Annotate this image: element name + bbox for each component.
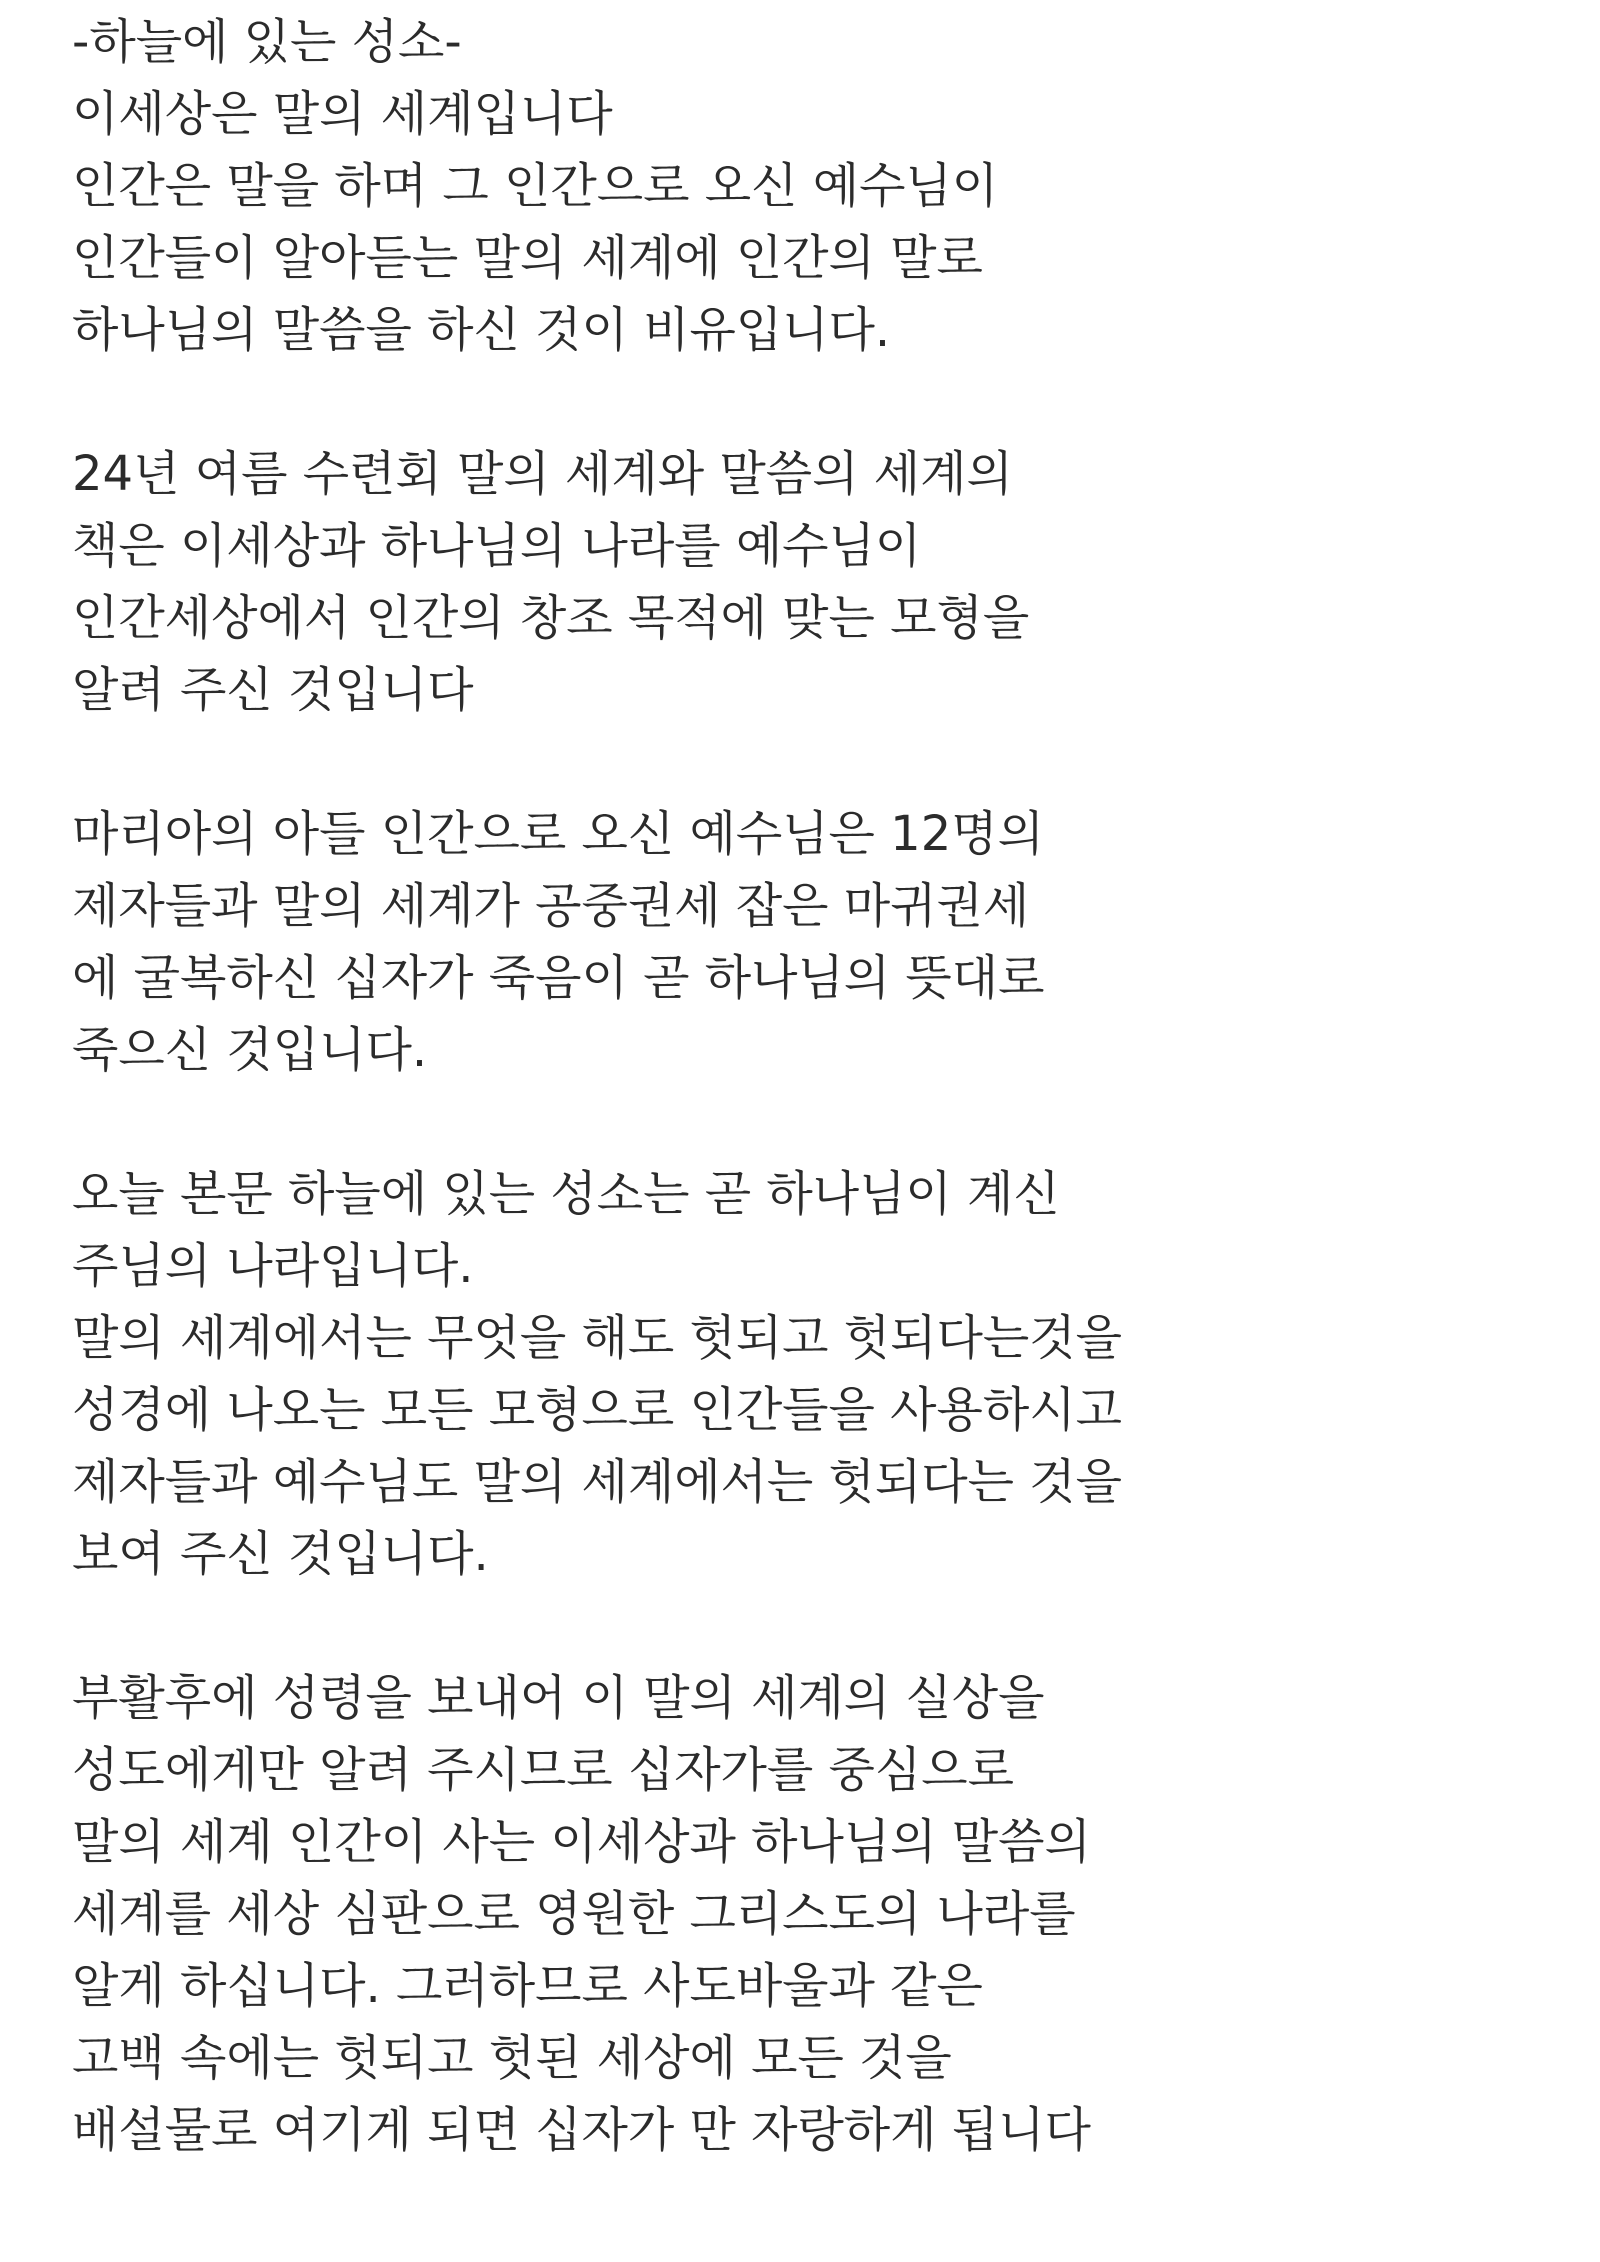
paragraph-4-line-3: 말의 세계에서는 무엇을 해도 헛되고 헛되다는것을	[72, 1310, 1123, 1366]
paragraph-5-line-7: 배설물로 여기게 되면 십자가 만 자랑하게 됩니다	[72, 2102, 1091, 2158]
paragraph-5-line-1: 부활후에 성령을 보내어 이 말의 세계의 실상을	[72, 1670, 1045, 1726]
paragraph-spacer	[72, 726, 1572, 798]
document-text	[72, 6, 1572, 2166]
paragraph-1-line-2: 인간은 말을 하며 그 인간으로 오신 예수님이	[72, 158, 999, 214]
paragraph-spacer	[72, 1590, 1572, 1662]
paragraph-4-line-5: 제자들과 예수님도 말의 세계에서는 헛되다는 것을	[72, 1454, 1123, 1510]
paragraph-1-line-3: 인간들이 알아듣는 말의 세계에 인간의 말로	[72, 230, 983, 286]
document-title: -하늘에 있는 성소-	[72, 14, 462, 70]
paragraph-4-line-1: 오늘 본문 하늘에 있는 성소는 곧 하나님이 계신	[72, 1166, 1060, 1222]
paragraph-5-line-4: 세계를 세상 심판으로 영원한 그리스도의 나라를	[72, 1886, 1076, 1942]
paragraph-5-line-5: 알게 하십니다. 그러하므로 사도바울과 같은	[72, 1958, 983, 2014]
paragraph-3-line-4: 죽으신 것입니다.	[72, 1022, 428, 1078]
paragraph-2-line-1: 24년 여름 수련회 말의 세계와 말씀의 세계의	[72, 446, 1013, 502]
paragraph-1-line-1: 이세상은 말의 세계입니다	[72, 86, 613, 142]
paragraph-3-line-1: 마리아의 아들 인간으로 오신 예수님은 12명의	[72, 806, 1044, 862]
paragraph-1-line-4: 하나님의 말씀을 하신 것이 비유입니다.	[72, 302, 891, 358]
paragraph-5-line-3: 말의 세계 인간이 사는 이세상과 하나님의 말씀의	[72, 1814, 1091, 1870]
paragraph-2-line-3: 인간세상에서 인간의 창조 목적에 맞는 모형을	[72, 590, 1030, 646]
paragraph-4-line-4: 성경에 나오는 모든 모형으로 인간들을 사용하시고	[72, 1382, 1123, 1438]
paragraph-5-line-6: 고백 속에는 헛되고 헛된 세상에 모든 것을	[72, 2030, 952, 2086]
paragraph-4-line-6: 보여 주신 것입니다.	[72, 1526, 489, 1582]
paragraph-spacer	[72, 1086, 1572, 1158]
paragraph-2-line-2: 책은 이세상과 하나님의 나라를 예수님이	[72, 518, 922, 574]
paragraph-spacer	[72, 366, 1572, 438]
paragraph-3-line-3: 에 굴복하신 십자가 죽음이 곧 하나님의 뜻대로	[72, 950, 1045, 1006]
paragraph-4-line-2: 주님의 나라입니다.	[72, 1238, 474, 1294]
paragraph-3-line-2: 제자들과 말의 세계가 공중권세 잡은 마귀권세	[72, 878, 1030, 934]
paragraph-5-line-2: 성도에게만 알려 주시므로 십자가를 중심으로	[72, 1742, 1015, 1798]
paragraph-2-line-4: 알려 주신 것입니다	[72, 662, 474, 718]
